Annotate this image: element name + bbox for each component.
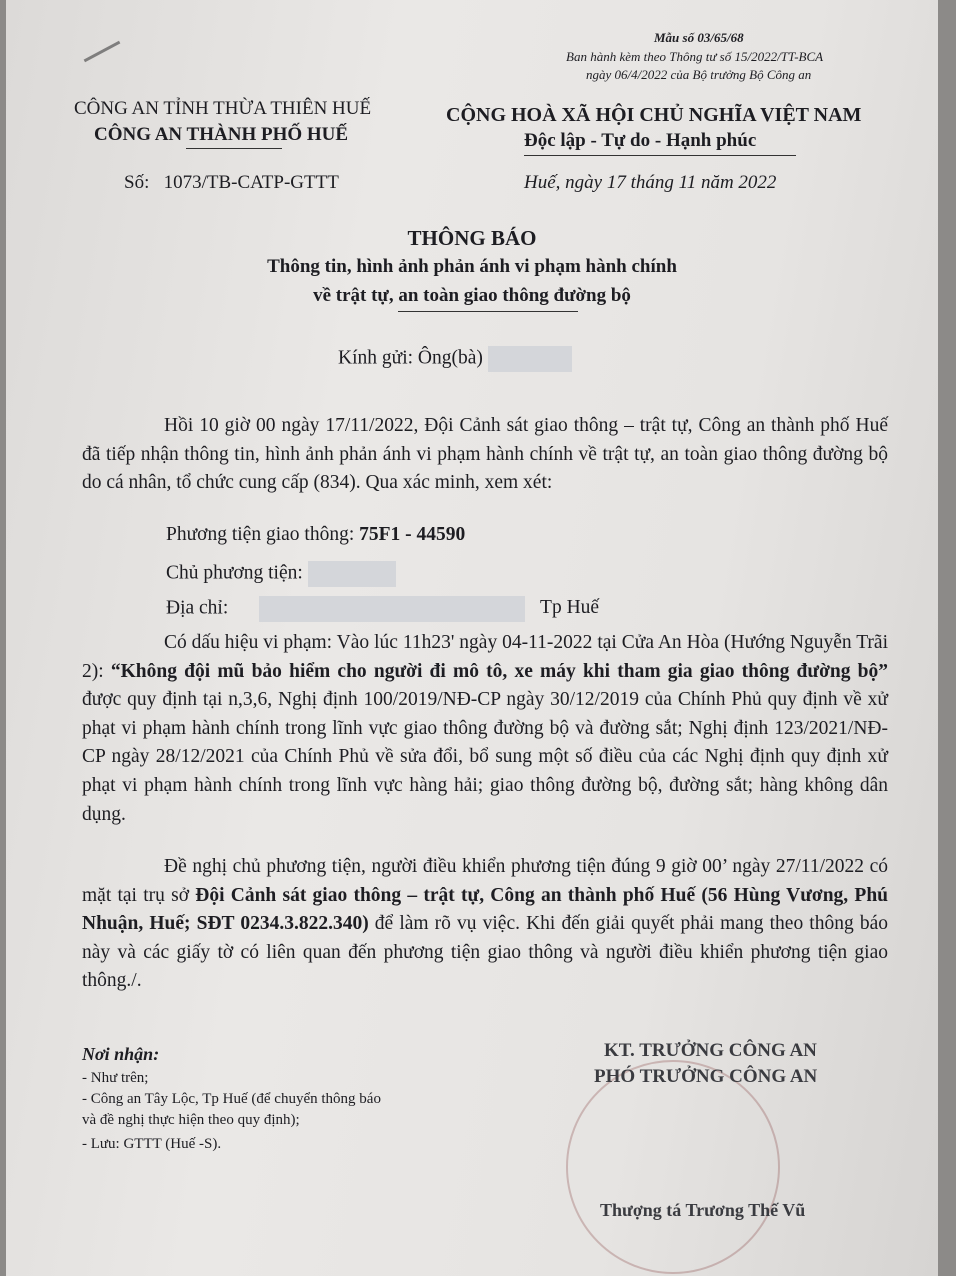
motto-underline — [524, 155, 796, 156]
document-subtitle-2: về trật tự, an toàn giao thông đường bộ — [313, 285, 631, 306]
request-paragraph: Đề nghị chủ phương tiện, người điều khiển phương tiện đúng 9 giờ 00’ ngày 27/11/2022 có mặt tại trụ sở Đội Cảnh sát giao thông – trật tự, Công an thành phố Huế (56 Hùng Vương, Phú Nhuận, Huế; SĐT 0234.3.822.340) để làm rõ vụ việc. Khi đến giải quyết phải mang theo thông báo này và các giấy tờ có liên quan đến phương tiện giao thông và người điều khiển phương tiện giao thông./. — [82, 856, 889, 992]
doc-number-label: Số: — [124, 172, 150, 193]
pen-mark — [84, 41, 121, 62]
document-page — [6, 0, 938, 1276]
agency-name: CÔNG AN THÀNH PHỐ HUẾ — [94, 124, 349, 145]
doc-number-value: 1073/TB-CATP-GTTT — [163, 172, 339, 193]
recipient-item: - Như trên; — [82, 1070, 149, 1086]
form-issued-with: Ban hành kèm theo Thông tư số 15/2022/TT-BCA — [566, 49, 824, 64]
agency-parent: CÔNG AN TỈNH THỪA THIÊN HUẾ — [74, 98, 372, 119]
salutation: Kính gửi: Ông(bà) — [338, 346, 572, 372]
vehicle-row — [166, 524, 465, 546]
vehicle-label: Phương tiện giao thông: — [166, 524, 355, 545]
address-label: Địa chỉ: — [166, 597, 229, 619]
document-title: THÔNG BÁO — [407, 226, 537, 250]
signer-title-2: PHÓ TRƯỞNG CÔNG AN — [594, 1066, 818, 1087]
office-address: Đội Cảnh sát giao thông – trật tự, Công an thành phố Huế (56 Hùng Vương, Phú Nhuận, Huế; SĐT 0234.3.822.340) — [82, 884, 889, 935]
redacted-name — [488, 346, 572, 372]
recipient-item: - Công an Tây Lộc, Tp Huế (để chuyển thông báo — [82, 1091, 381, 1107]
motto: Độc lập - Tự do - Hạnh phúc — [524, 130, 757, 151]
agency-underline — [186, 148, 282, 149]
doc-number — [124, 172, 339, 194]
intro-paragraph: Hồi 10 giờ 00 ngày 17/11/2022, Đội Cảnh sát giao thông – trật tự, Công an thành phố Huế đã tiếp nhận thông tin, hình ảnh phản ánh vi phạm hành chính về trật tự, an toàn giao thông đường bộ do cá nhân, tổ chức cung cấp (834). Qua xác minh, xem xét: — [82, 415, 888, 494]
signer-title-1: KT. TRƯỞNG CÔNG AN — [604, 1040, 817, 1061]
owner-row — [166, 561, 396, 587]
address-row — [166, 596, 599, 622]
form-issued-date: ngày 06/4/2022 của Bộ trưởng Bộ Công an — [586, 67, 812, 82]
issue-date: Huế, ngày 17 tháng 11 năm 2022 — [524, 172, 777, 193]
form-number: Mẫu số 03/65/68 — [654, 30, 744, 45]
document-subtitle-1: Thông tin, hình ảnh phản ánh vi phạm hành chính — [267, 256, 677, 277]
redacted-owner — [308, 561, 396, 587]
address-city: Tp Huế — [540, 597, 600, 619]
official-stamp — [566, 1060, 780, 1274]
signer-name: Thượng tá Trương Thế Vũ — [600, 1200, 806, 1220]
vehicle-plate: 75F1 - 44590 — [359, 524, 466, 545]
recipient-item: và đề nghị thực hiện theo quy định); — [82, 1112, 300, 1128]
country-name: CỘNG HOÀ XÃ HỘI CHỦ NGHĨA VIỆT NAM — [446, 104, 862, 126]
owner-label: Chủ phương tiện: — [166, 562, 303, 584]
violation-paragraph: Có dấu hiệu vi phạm: Vào lúc 11h23' ngày 04-11-2022 tại Cửa An Hòa (Hướng Nguyễn Trãi 2): “Không đội mũ bảo hiểm cho người đi mô tô, xe máy khi tham gia giao thông đường bộ” được quy định tại n,3,6, Nghị định 100/2019/NĐ-CP ngày 30/12/2019 của Chính Phủ quy định về xử phạt vi phạm hành chính trong lĩnh vực giao thông đường bộ và đường sắt; Nghị định 123/2021/NĐ-CP ngày 28/12/2021 của Chính Phủ về sửa đổi, bổ sung một số điều của các Nghị định quy định xử phạt vi phạm hành chính trong lĩnh vực hàng hải; giao thông đường bộ, đường sắt; hàng không dân dụng. — [82, 632, 888, 825]
violation-description: “Không đội mũ bảo hiểm cho người đi mô tô, xe máy khi tham gia giao thông đường bộ” — [110, 660, 888, 682]
redacted-address — [259, 596, 525, 622]
subtitle-underline — [398, 311, 578, 312]
recipients-title: Nơi nhận: — [82, 1044, 160, 1064]
recipient-item: - Lưu: GTTT (Huế -S). — [82, 1136, 222, 1152]
